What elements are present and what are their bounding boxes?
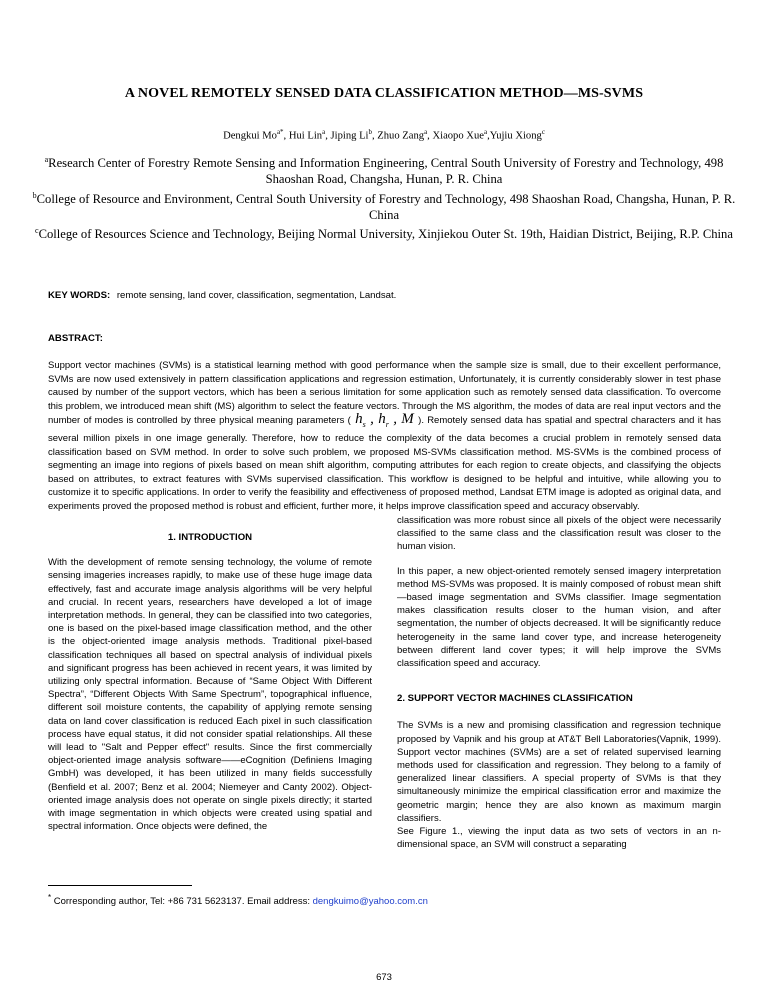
author-name: Yujiu Xiong: [489, 130, 542, 142]
author-list: Dengkui $Mo^{a*}$, Hui Lin$^a$, Jiping Li$^b$, Zhuo Zang$^a$, Xiaopo Xue$^a$,Yujiu Xiong$^c$: [223, 128, 545, 142]
svm-paragraph-2: See Figure 1., viewing the input data as two sets of vectors in an n-dimensional space, an SVM will construct a separating: [397, 826, 721, 851]
author-mark: a: [424, 128, 428, 136]
author-name: Dengkui Mo: [223, 130, 277, 142]
affiliation-mark: a: [44, 155, 49, 164]
keywords-text: remote sensing, land cover, classification, segmentation, Landsat.: [116, 290, 397, 301]
author-mark: c: [541, 128, 545, 136]
affiliation-mark: b: [32, 190, 37, 200]
affiliation-text: College of Resources Science and Technology, Beijing Normal University, Xinjiekou Outer St. 19th, Haidian District, Beijing, R.P. China: [38, 227, 733, 242]
page-number: 673: [376, 972, 392, 983]
section-1-heading: 1. INTRODUCTION: [167, 532, 253, 543]
intro-continued-paragraph: classification was more robust since all pixels of the object were necessarily classified to the same class and the classification result was closer to the human vision.: [397, 515, 721, 553]
author-name: Zhuo Zang: [377, 130, 425, 142]
author-mark: a: [322, 128, 326, 136]
parameters-formula: $h_s$ , $h_r$ , M: [350, 411, 419, 430]
affiliation: [30, 152, 738, 188]
paper-title: A NOVEL REMOTELY SENSED DATA CLASSIFICATION METHOD—MS-SVMS: [124, 86, 644, 101]
footnote-mark: *: [48, 893, 52, 902]
affiliation: [30, 188, 738, 224]
affiliation-text: Research Center of Forestry Remote Sensing and Information Engineering, Central South University of Forestry and Technology, 498 Shaoshan Road, Changsha, Hunan, P. R. China: [48, 156, 724, 187]
intro-paragraph: With the development of remote sensing technology, the volume of remote sensing imageries increases rapidly, to make use of these huge image data effectively, fast and accurate image analysis algorithms will be very helpful and crucial. In recent years, researchers have developed a lot of image interpretation methods. In general, they can be classified into two categories, one is based on the pixel-based image classification method, and the other is the object-oriented image analysis methods. Traditional pixel-based classification techniques all based on spectral analysis of individual pixels and significant progress has been achieved in recent years, it was limited by utilizing only spectral information. Because of “Same Object With Different Spectra”, “Different Objects With Same Spectrum”, topographical influence, different soil moisture contents, the capability of applying remote sensing data on land cover classification is reduced Each pixel in such classification process have equal status, it did not consider spatial relationships. All these will lead to "Salt and Pepper effect" results. Since the first commercially object-oriented image analysis software——eCognition (Definiens Imaging GmbH) was developed, it has been utilized in many fields successfully (Benfield et al. 2007; Benz et al. 2004; Niemeyer and Canty 2002). Object-oriented image analysis does not operate on single pixels directly; it started with image segmentation in which objects were created using spatial and spectral information. Once objects were defined, the: [48, 557, 372, 833]
keywords: [48, 290, 396, 301]
author-name: Xiaopo Xue: [432, 130, 484, 142]
author-name: Hui Lin: [288, 130, 323, 142]
left-column: [48, 531, 372, 844]
affiliation-mark: c: [35, 226, 39, 236]
intro-paragraph-2: In this paper, a new object-oriented remotely sensed imagery interpretation method MS-SVMs was proposed. It is mainly composed of robust mean shift—based image segmentation and SVMs classifier. Image segmentation makes classification results closer to the human vision, and after segmentation, the number of objects decreased. It will be significantly reduce heterogeneity in the same land cover type, and increase heterogeneity between different land cover types; it will help improve the SVMs classification speed and accuracy.: [397, 565, 721, 670]
affiliation: [30, 223, 738, 242]
footnote-divider: [48, 885, 192, 886]
abstract-body: [48, 359, 721, 514]
section-2-heading: 2. SUPPORT VECTOR MACHINES CLASSIFICATION: [397, 693, 633, 705]
footnote-text: Corresponding author, Tel: +86 731 5623137. Email address:: [53, 896, 310, 908]
affiliations: [30, 152, 738, 243]
abstract-heading: ABSTRACT:: [48, 333, 103, 344]
svm-paragraph-1: The SVMs is a new and promising classification and regression technique proposed by Vapnik and his group at AT&T Bell Laboratories(Vapnik, 1999). Support vector machines (SVMs) are a set of related supervised learning methods used for classification and regression. They belong to a family of generalized linear classifiers. A special property of SVMs is that they simultaneously minimize the empirical classification error and maximize the geometric margin; hence they are also known as maximum margin classifiers.: [397, 720, 721, 824]
keywords-label: KEY WORDS:: [48, 290, 111, 301]
affiliation-text: College of Resource and Environment, Central South University of Forestry and Technology, 498 Shaoshan Road, Changsha, Hunan, P. R. China: [36, 191, 736, 222]
right-column: [397, 514, 721, 862]
author-mark: a: [483, 128, 488, 136]
abstract-part-1: Support vector machines (SVMs) is a statistical learning method with good performance when the sample size is small, due to their excellent performance, SVMs are now used extensively in pattern classification applications and regression estimation, Unfortunately, it is currently considerably slower in test phase caused by number of the support vectors, which has been a serious limitation for some application such as remotely sensed data classification. To overcome this problem, we introduced mean shift (MS) algorithm to select the feature vectors. Through the MS algorithm, the modes of data are real input vectors and the number of modes is controlled by three physical meaning parameters (: [48, 360, 721, 427]
author-mark: a*: [276, 128, 284, 136]
author-mark: b: [368, 128, 372, 136]
abstract-part-2: ). Remotely sensed data has spatial and spectral characters and it has several million pixels in one image generally. Therefore, how to reduce the complexity of the data becomes a crucial problem in remotely sensed data classification based on SVM method. In order to solve such problem, we proposed MS-SVMs classification method. MS-SVMs is the combined process of segmenting an image into regions of pixels based on mean shift algorithm, computing attributes for each region to create objects, and classifying the objects based on attributes, to extract features with SVMs supervised classification. This workflow is designed to be helpful and intuitive, while allowing you to customize it to specific applications. In order to verify the feasibility and effectiveness of proposed method, Landsat ETM image is adopted as original data, and experiments proved the proposed method is robust and efficient, further more, it helps improve classification speed and accuracy observably.: [48, 415, 722, 512]
email-link[interactable]: dengkuimo@yahoo.com.cn: [312, 896, 428, 908]
author-name: Jiping Li: [330, 130, 369, 142]
footnote: [48, 893, 428, 907]
